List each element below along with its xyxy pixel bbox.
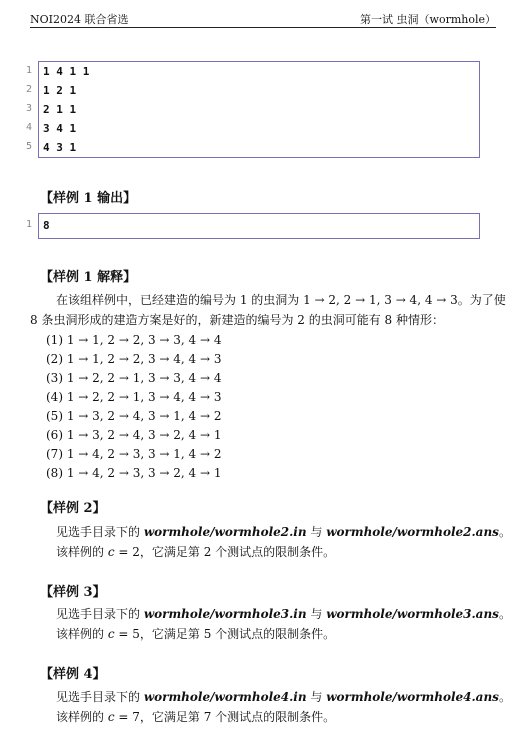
text-span: 该样例的 — [56, 545, 108, 559]
explain-paragraph-line2: 8 条虫洞形成的建造方案是好的，新建造的编号为 2 的虫洞可能有 8 种情形： — [30, 313, 444, 327]
header-contest: NOI2024 联合省选 — [30, 13, 129, 26]
case-item: (2) 1 → 1, 2 → 2, 3 → 4, 4 → 3 — [46, 352, 222, 366]
sample2-files — [56, 522, 511, 542]
case-item: (7) 1 → 4, 2 → 3, 3 → 1, 4 → 2 — [46, 447, 222, 461]
sample2-title: 【样例 2】 — [40, 501, 106, 516]
sample2-condition — [56, 542, 335, 562]
case-item: (6) 1 → 3, 2 → 4, 3 → 2, 4 → 1 — [46, 428, 222, 442]
variable-c: c — [107, 545, 115, 559]
text-span: 与 — [306, 607, 327, 621]
line-number: 2 — [26, 84, 33, 95]
line-number: 1 — [26, 65, 33, 76]
text-span: 见选手目录下的 — [56, 690, 144, 704]
sample1-output-title: 【样例 1 输出】 — [40, 191, 137, 206]
sample-output-box — [38, 213, 480, 239]
case-item: (4) 1 → 2, 2 → 1, 3 → 4, 4 → 3 — [46, 390, 222, 404]
sample4-condition — [56, 707, 335, 727]
answer-file-name: wormhole/wormhole4.ans — [326, 690, 499, 704]
variable-c: c — [107, 627, 115, 641]
explain-paragraph-line1: 在该组样例中，已经建造的编号为 1 的虫洞为 1 → 2, 2 → 1, 3 → 4, 4 → 3。为了使 — [56, 293, 506, 307]
sample-input-box — [38, 61, 480, 158]
case-item: (5) 1 → 3, 2 → 4, 3 → 1, 4 → 2 — [46, 409, 222, 423]
answer-file-name: wormhole/wormhole2.ans — [326, 525, 499, 539]
input-file-name: wormhole/wormhole3.in — [143, 607, 307, 621]
text-span: 该样例的 — [56, 710, 108, 724]
text-span: 该样例的 — [56, 627, 108, 641]
text-span: 。 — [498, 525, 511, 539]
text-span: 见选手目录下的 — [56, 607, 144, 621]
sample3-title: 【样例 3】 — [40, 585, 106, 600]
variable-c: c — [107, 710, 115, 724]
input-file-name: wormhole/wormhole4.in — [143, 690, 307, 704]
code-line: 3 4 1 — [43, 122, 77, 135]
line-number: 5 — [26, 141, 33, 152]
line-number-gutter — [26, 61, 36, 156]
case-item: (3) 1 → 2, 2 → 1, 3 → 3, 4 → 4 — [46, 371, 222, 385]
sample4-title: 【样例 4】 — [40, 667, 106, 682]
sample1-explain-title: 【样例 1 解释】 — [40, 270, 137, 285]
text-span: 与 — [306, 690, 327, 704]
page-header — [30, 9, 496, 28]
sample3-condition — [56, 624, 335, 644]
line-number: 4 — [26, 122, 33, 133]
line-number-gutter — [26, 213, 36, 237]
code-line: 2 1 1 — [43, 103, 77, 116]
code-line: 1 2 1 — [43, 84, 77, 97]
input-file-name: wormhole/wormhole2.in — [143, 525, 307, 539]
text-span: = 5，它满足第 5 个测试点的限制条件。 — [114, 627, 336, 641]
sample4-files — [56, 687, 511, 707]
line-number: 3 — [26, 103, 33, 114]
text-span: 与 — [306, 525, 327, 539]
case-item: (8) 1 → 4, 2 → 3, 3 → 2, 4 → 1 — [46, 466, 222, 480]
code-line: 4 3 1 — [43, 141, 77, 154]
code-line: 1 4 1 1 — [43, 65, 90, 78]
answer-file-name: wormhole/wormhole3.ans — [326, 607, 499, 621]
text-span: = 7，它满足第 7 个测试点的限制条件。 — [114, 710, 336, 724]
code-line: 8 — [43, 219, 50, 232]
text-span: = 2，它满足第 2 个测试点的限制条件。 — [114, 545, 336, 559]
line-number: 1 — [26, 219, 33, 230]
text-span: 见选手目录下的 — [56, 525, 144, 539]
text-span: 。 — [498, 607, 511, 621]
header-problem: 第一试 虫洞（wormhole） — [360, 13, 496, 26]
text-span: 。 — [498, 690, 511, 704]
sample3-files — [56, 604, 511, 624]
case-item: (1) 1 → 1, 2 → 2, 3 → 3, 4 → 4 — [46, 333, 222, 347]
